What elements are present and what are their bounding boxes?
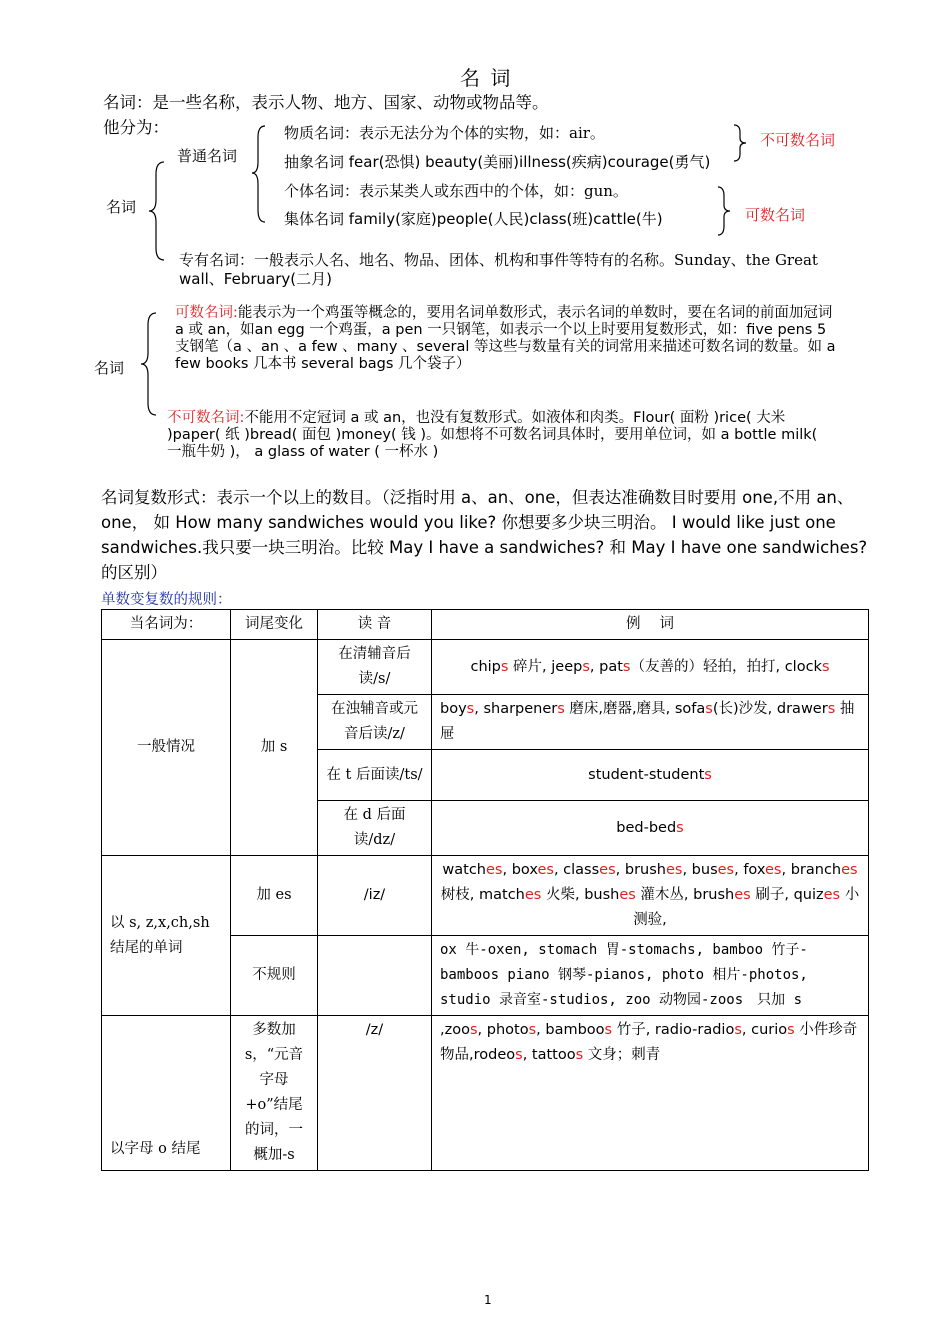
- example-cell: [432, 801, 869, 856]
- example-word: brushes 刷子,: [693, 887, 794, 903]
- example-word: boxes,: [511, 862, 564, 878]
- tree2-countable: [175, 305, 843, 373]
- tree2-root: 名词: [94, 359, 125, 377]
- tree1-root-brace: [148, 160, 168, 262]
- rules-heading: 单数变复数的规则：: [101, 592, 232, 608]
- tree1-countable-brace: [717, 186, 731, 236]
- example-word: sharpeners 磨床,磨器,磨具,: [483, 701, 675, 717]
- plural-suffix: s: [827, 701, 836, 717]
- tree1-abstract: 抽象名词 fear(恐惧) beauty(美丽)illness(疾病)courage(勇气): [284, 153, 711, 171]
- plural-suffix: s: [466, 701, 475, 717]
- tree2-uncountable-text: 不能用不定冠词 a 或 an，也没有复数形式。如液体和肉类。Flour( 面粉 )rice( 大米 )paper( 纸 )bread( 面包 )money( 钱 )。如想将不可数名词具体时，要用单位词，如 a bottle milk( 一瓶牛奶 )， a glass of water ( 一杯水 ): [167, 410, 818, 460]
- example-word: drawers 抽屉: [440, 701, 855, 742]
- example-word: boys,: [440, 701, 484, 717]
- plural-suffix: s: [582, 658, 590, 675]
- example-word: quizes 小测验,: [633, 887, 860, 928]
- plural-suffix: es: [717, 862, 735, 878]
- reading-cell: /z/: [318, 1016, 432, 1171]
- reading-cell: 在 t 后面读/ts/: [318, 750, 432, 801]
- example-word: jeeps,: [551, 658, 600, 675]
- plural-suffix: s: [575, 1047, 584, 1063]
- case-general: 一般情况: [102, 640, 231, 856]
- tree1-proper-line2: wall、February(二月): [179, 270, 332, 288]
- example-cell: [432, 856, 869, 936]
- plural-suffix: s: [734, 1022, 742, 1038]
- plural-suffix: es: [665, 862, 683, 878]
- plural-suffix: s: [528, 1022, 537, 1038]
- example-cell: [432, 640, 869, 695]
- example-word: chips 碎片,: [470, 658, 552, 675]
- table-header-cell: 读 音: [318, 610, 432, 640]
- division-intro: 他分为：: [103, 118, 169, 137]
- example-word: clocks: [784, 658, 830, 675]
- example-cell: [432, 750, 869, 801]
- example-word: bed-beds: [616, 819, 684, 836]
- example-cell: [432, 1016, 869, 1171]
- plural-suffix: s: [676, 819, 684, 836]
- table-row: [102, 856, 869, 936]
- plural-suffix: s: [705, 701, 713, 717]
- table-header-cell: 词尾变化: [231, 610, 318, 640]
- table-header-cell: 例 词: [432, 610, 869, 640]
- plural-suffix: s: [500, 658, 509, 675]
- tree2-countable-text: 能表示为一个鸡蛋等概念的，要用名词单数形式，表示名词的单数时，要在名词的前面加冠词 a 或 an，如an egg 一个鸡蛋，a pen 一只钢笔，如表示一个以上时要用复数形式，如：five pens 5 支钢笔（a 、an 、a few 、many 、several 等这些与数量有关的词常用来描述可数名词的数量。如 a few books 几本书 several bags 几个袋子）: [175, 305, 836, 372]
- table-row: [102, 640, 869, 695]
- tree1-collective: 集体名词 family(家庭)people(人民)class(班)cattle(牛): [284, 210, 663, 228]
- plural-suffix: s: [704, 766, 712, 783]
- plural-suffix: es: [765, 862, 782, 878]
- page-title: 名 词: [460, 66, 513, 90]
- example-word: branches 树枝,: [440, 862, 858, 903]
- tree1-proper-line1: 专有名词：一般表示人名、地名、物品、团体、机构和事件等特有的名称。Sunday、the Great: [179, 251, 818, 269]
- plural-suffix: s: [515, 1047, 523, 1063]
- tree1-uncountable-tag: 不可数名词: [760, 131, 836, 149]
- case-o-ending: 以字母 o 结尾: [102, 1016, 231, 1171]
- example-word: ,zoos,: [440, 1022, 487, 1038]
- ending-irregular: 不规则: [231, 936, 318, 1016]
- example-word: brushes,: [624, 862, 692, 878]
- example-word: tattoos 文身；刺青: [531, 1047, 661, 1063]
- example-word: pats（友善的）轻拍，拍打,: [599, 658, 785, 675]
- plural-intro: 名词复数形式：表示一个以上的数目。（泛指时用 a、an、one，但表达准确数目时要用 one,不用 an、one， 如 How many sandwiches would you like? 你想要多少块三明治。 I would like just one sandwiches.我只要一块三明治。比较 May I have a sandwiches? 和 May I have one sandwiches?的区别）: [101, 488, 868, 582]
- case-sibilant: 以 s, z,x,ch,sh 结尾的单词: [102, 856, 231, 1016]
- ending-add-es: 加 es: [231, 856, 318, 936]
- tree1-common: 普通名词: [177, 147, 238, 165]
- example-word: classes,: [563, 862, 625, 878]
- example-word: photos,: [486, 1022, 546, 1038]
- plural-rules-table: [101, 609, 869, 1171]
- tree2-brace: [140, 311, 158, 417]
- ending-add-s: 加 s: [231, 640, 318, 856]
- tree1-material: 物质名词：表示无法分为个体的实物，如：air。: [284, 124, 605, 142]
- ending-o-rule: 多数加 s，“元音字母+o”结尾的词，一概加-s: [231, 1016, 318, 1171]
- table-row: [102, 1016, 869, 1171]
- plural-suffix: es: [841, 862, 858, 878]
- tree1-common-brace: [251, 124, 267, 224]
- tree1-individual: 个体名词：表示某类人或东西中的个体，如：gun。: [284, 182, 628, 200]
- page-number: 1: [484, 1293, 492, 1307]
- reading-cell-empty: [318, 936, 432, 1016]
- reading-cell: 在清辅音后读/s/: [318, 640, 432, 695]
- example-word: bamboos 竹子,: [545, 1022, 655, 1038]
- plural-suffix: s: [604, 1022, 613, 1038]
- plural-suffix: es: [485, 862, 503, 878]
- example-cell: [432, 695, 869, 750]
- reading-cell: /iz/: [318, 856, 432, 936]
- plural-suffix: es: [599, 862, 616, 878]
- example-word: sofas(长)沙发,: [674, 701, 777, 717]
- example-word: curios 小件珍奇物品,: [440, 1022, 858, 1063]
- plural-suffix: s: [622, 658, 631, 675]
- example-word: bushes 灌木丛,: [584, 887, 694, 903]
- plural-suffix: es: [619, 887, 636, 903]
- example-word: matches 火柴,: [479, 887, 585, 903]
- reading-cell: 在 d 后面读/dz/: [318, 801, 432, 856]
- plural-suffix: s: [557, 701, 565, 717]
- example-word: buses,: [691, 862, 744, 878]
- tree1-countable-tag: 可数名词: [745, 206, 806, 224]
- reading-cell: 在浊辅音或元音后读/z/: [318, 695, 432, 750]
- example-word: watches,: [442, 862, 512, 878]
- example-word: rodeos,: [473, 1047, 532, 1063]
- plural-suffix: s: [821, 658, 830, 675]
- example-cell: ox 牛-oxen, stomach 胃-stomachs, bamboo 竹子-bamboos piano 钢琴-pianos, photo 相片-photos, studio 录音室-studios, zoo 动物园-zoos 只加 s: [432, 936, 869, 1016]
- tree2-countable-label: 可数名词:: [175, 305, 238, 321]
- tree1-root: 名词: [106, 198, 137, 216]
- definition-line: 名词：是一些名称，表示人物、地方、国家、动物或物品等。: [103, 93, 549, 112]
- plural-suffix: es: [524, 887, 542, 903]
- tree2-uncountable-label: 不可数名词:: [167, 410, 245, 426]
- table-header-cell: 当名词为：: [102, 610, 231, 640]
- plural-suffix: s: [787, 1022, 795, 1038]
- plural-suffix: es: [537, 862, 554, 878]
- example-word: radio-radios,: [654, 1022, 752, 1038]
- example-word: foxes,: [743, 862, 791, 878]
- plural-suffix: s: [469, 1022, 478, 1038]
- plural-suffix: es: [823, 887, 841, 903]
- plural-suffix: es: [734, 887, 751, 903]
- table-header-row: [102, 610, 869, 640]
- tree1-uncountable-brace: [733, 124, 747, 162]
- example-word: student-students: [588, 766, 712, 783]
- tree2-uncountable: [167, 410, 833, 461]
